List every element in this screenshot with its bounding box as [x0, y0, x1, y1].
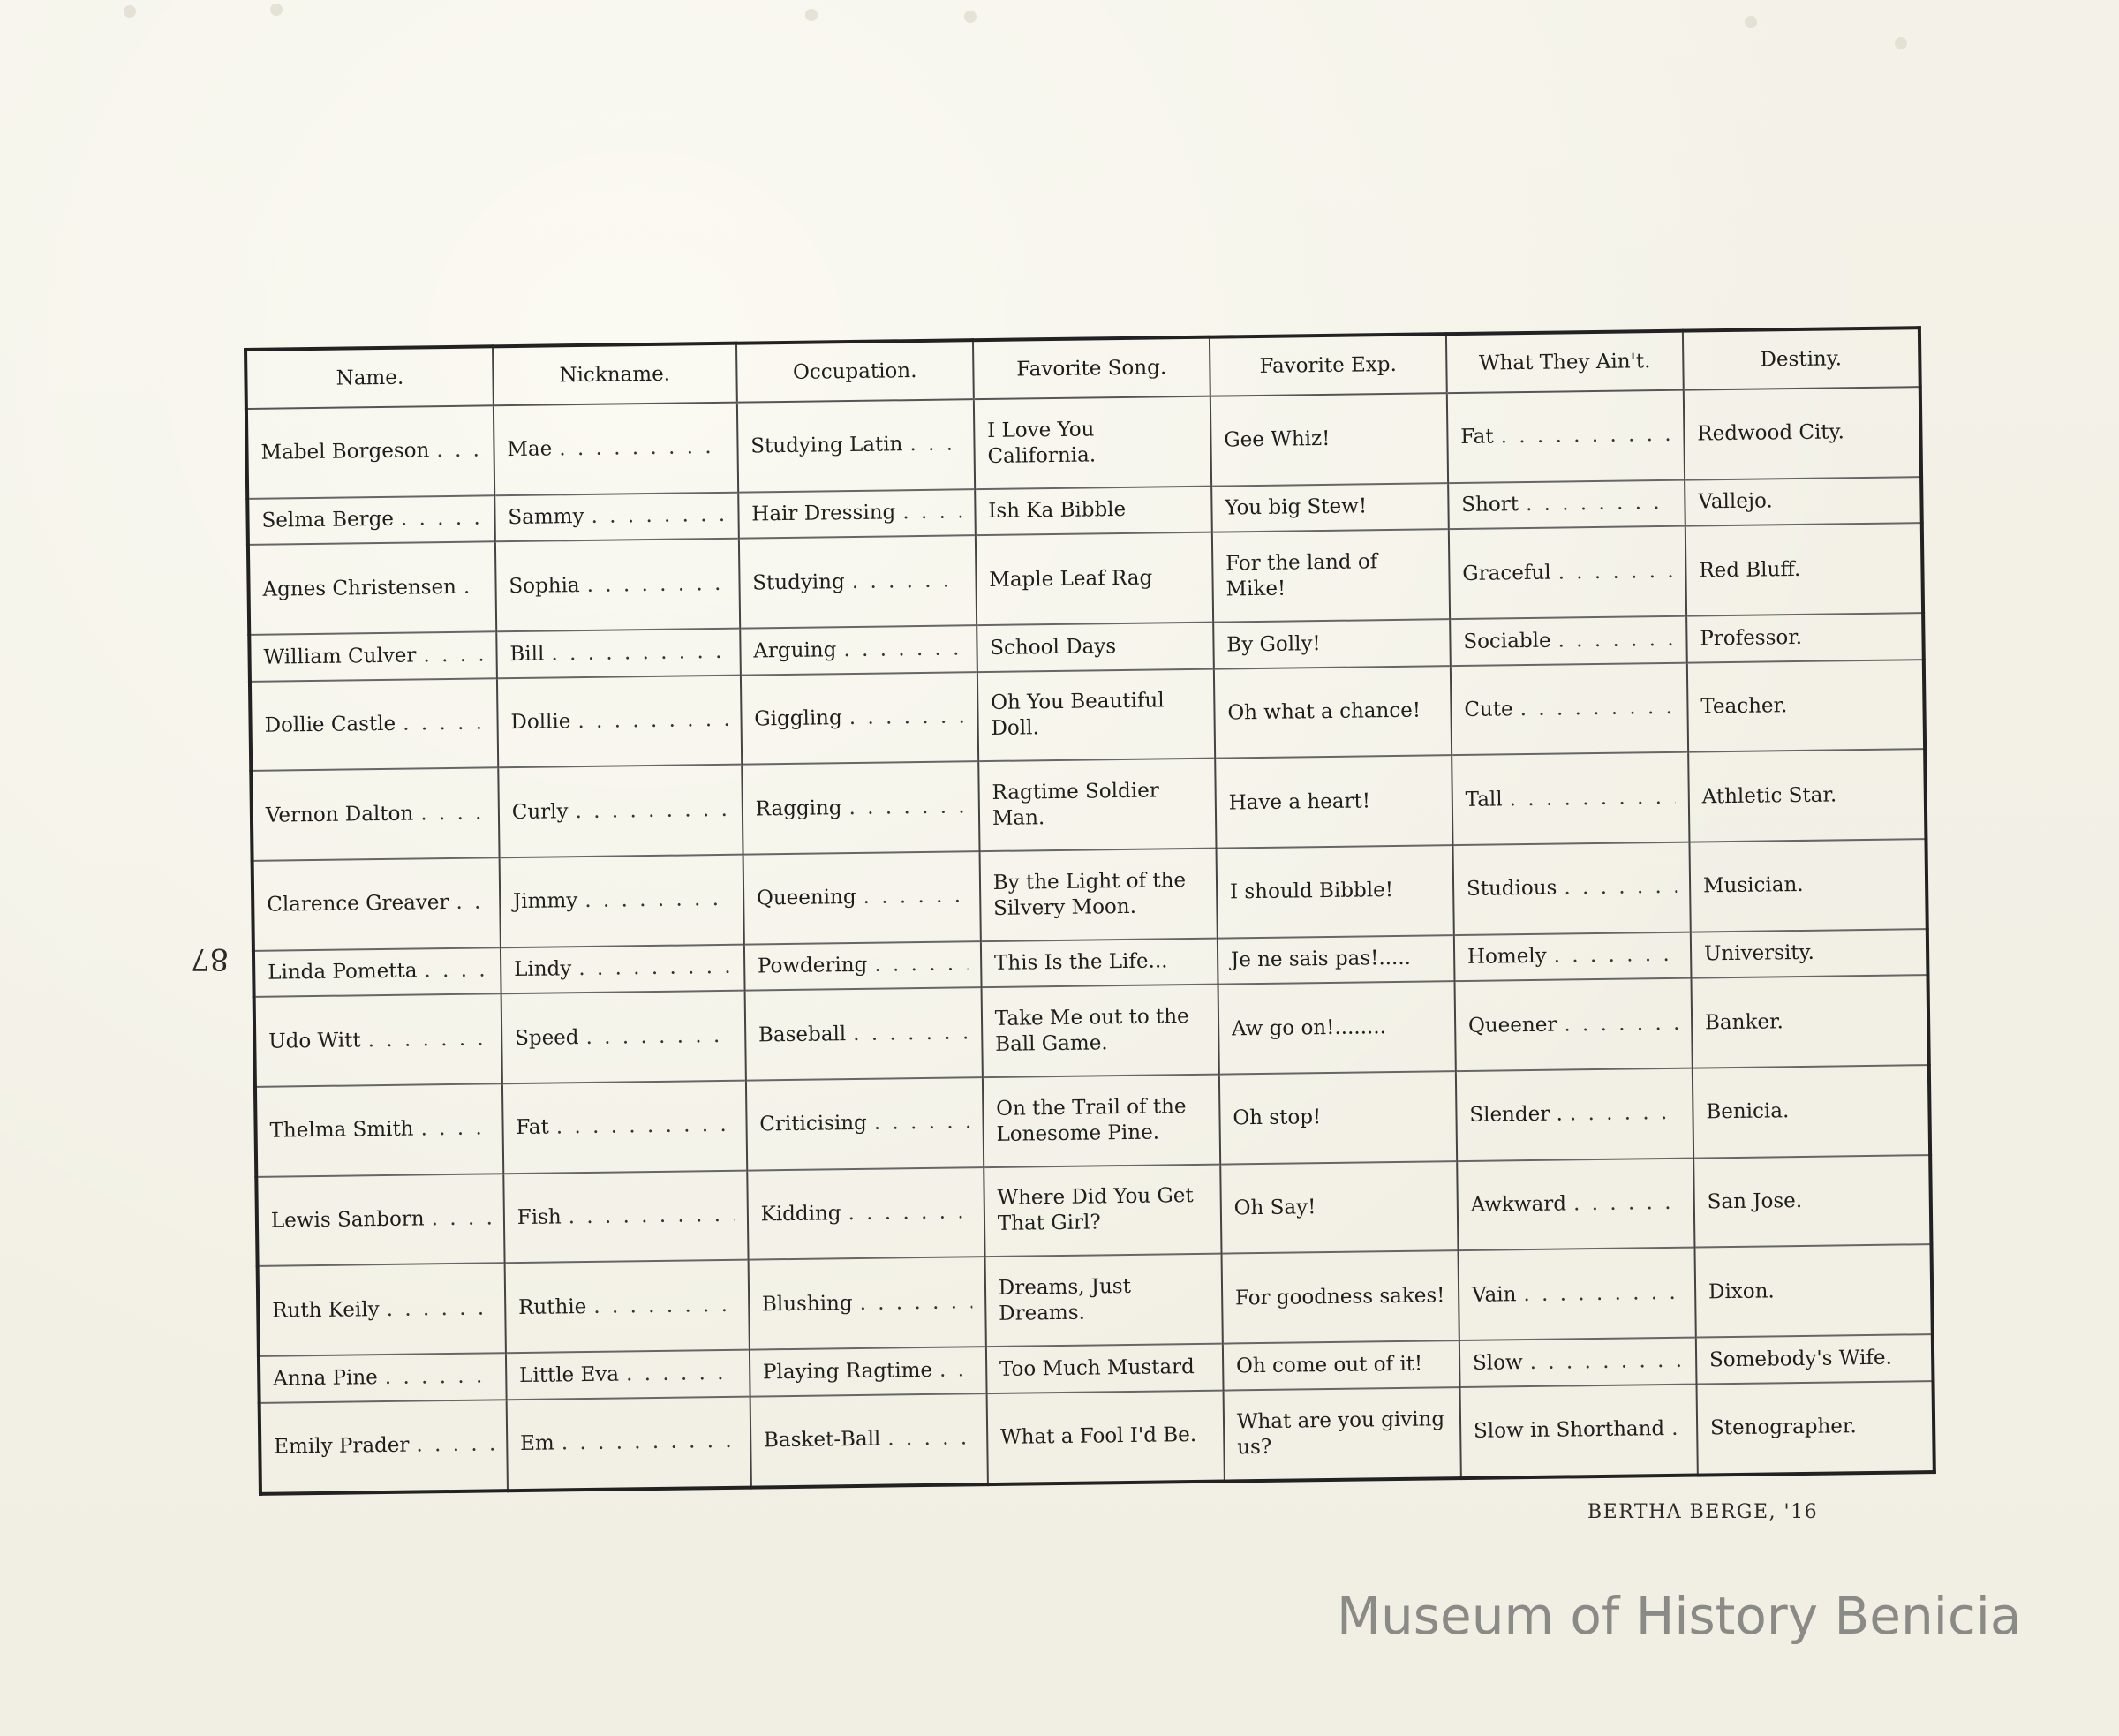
cell-what-they-aint	[1449, 526, 1686, 619]
cell-nickname	[497, 675, 742, 767]
cell-nickname	[494, 492, 739, 541]
dot-leader	[909, 432, 961, 458]
cell-favorite-exp	[1219, 1071, 1457, 1164]
punch-hole-mark	[805, 9, 818, 21]
dot-leader	[874, 1110, 970, 1136]
cell-text: Short	[1461, 493, 1519, 517]
cell-what-they-aint	[1456, 1068, 1693, 1160]
cell-name	[253, 857, 501, 950]
cell-nickname	[506, 1396, 750, 1491]
cell-text: Clarence Greaver	[267, 891, 449, 917]
cell-text: Fish	[517, 1205, 562, 1229]
punch-hole-mark	[270, 4, 283, 16]
cell-favorite-exp	[1215, 755, 1452, 848]
cell-text: Sammy	[508, 505, 584, 530]
dot-leader	[626, 1361, 736, 1388]
cell-text: Oh Say!	[1233, 1196, 1316, 1220]
author-credit: BERTHA BERGE, '16	[1587, 1501, 1819, 1523]
cell-destiny	[1696, 1381, 1934, 1476]
cell-favorite-song	[977, 668, 1215, 761]
cell-name	[259, 1353, 507, 1402]
cell-occupation	[750, 1347, 987, 1396]
dot-leader	[887, 1426, 974, 1453]
cell-destiny	[1696, 1334, 1934, 1384]
dot-leader	[551, 639, 727, 668]
page-number: 87	[191, 941, 230, 977]
cell-text: Oh stop!	[1233, 1106, 1322, 1130]
dot-leader	[569, 1203, 735, 1230]
punch-hole-mark	[1745, 16, 1757, 28]
dot-leader	[431, 1205, 491, 1232]
cell-text: Somebody's Wife.	[1708, 1346, 1892, 1372]
punch-hole-mark	[1895, 37, 1907, 49]
dot-leader	[1519, 695, 1674, 722]
cell-text: Gee Whiz!	[1224, 427, 1331, 452]
punch-hole-mark	[964, 11, 977, 23]
cell-name	[255, 1083, 503, 1176]
cell-favorite-song	[984, 1254, 1222, 1347]
dot-leader	[575, 796, 729, 824]
cell-favorite-exp	[1210, 393, 1448, 486]
cell-favorite-song	[981, 985, 1218, 1077]
cell-text: Agnes Christensen	[262, 575, 457, 601]
cell-text: Jimmy	[512, 889, 578, 914]
cell-text: For the land of Mike!	[1225, 550, 1378, 601]
cell-text: Anna Pine	[273, 1365, 378, 1391]
cell-name	[254, 993, 502, 1086]
dot-leader	[403, 710, 485, 736]
dot-leader	[464, 574, 483, 600]
cell-text: Je ne sais pas!.....	[1230, 947, 1412, 972]
cell-text: Graceful	[1462, 561, 1551, 585]
cell-destiny	[1691, 975, 1928, 1068]
cell-text: Slender .	[1469, 1102, 1564, 1128]
cell-occupation	[744, 987, 982, 1080]
cell-text: Powdering	[757, 954, 868, 978]
cell-text: Oh what a chance!	[1227, 698, 1421, 725]
cell-text: Slow in Shorthand	[1473, 1417, 1665, 1444]
cell-text: University.	[1703, 941, 1815, 966]
cell-favorite-song	[974, 396, 1211, 489]
dot-leader	[556, 1113, 734, 1141]
cell-what-they-aint	[1451, 662, 1688, 755]
cell-what-they-aint	[1452, 842, 1690, 935]
dot-leader	[591, 502, 725, 530]
dot-leader	[843, 636, 963, 663]
cell-text: Homely	[1467, 945, 1547, 970]
dot-leader	[874, 952, 968, 978]
cell-text: Vain	[1471, 1282, 1517, 1307]
cell-text: Selma Berge	[261, 508, 395, 533]
cell-text: Dreams, Just Dreams.	[998, 1275, 1132, 1326]
cell-destiny	[1694, 1244, 1932, 1337]
cell-text: Sophia	[509, 573, 580, 598]
cell-text: Kidding	[760, 1202, 841, 1227]
cell-text: Vernon Dalton	[265, 802, 414, 827]
cell-name	[258, 1263, 506, 1355]
yearbook-table-frame	[244, 326, 1936, 1496]
cell-text: Fat	[516, 1115, 549, 1140]
cell-nickname	[501, 944, 745, 993]
cell-text: I should Bibble!	[1229, 879, 1394, 904]
cell-text: Dixon.	[1708, 1279, 1775, 1303]
dot-leader	[367, 1026, 488, 1053]
cell-name	[247, 495, 495, 545]
cell-text: Dollie	[510, 710, 571, 734]
cell-text: Little Eva	[518, 1362, 620, 1387]
cell-text: Blushing	[761, 1291, 853, 1317]
cell-text: Hair Dressing	[751, 501, 896, 526]
cell-text: Mabel Borgeson	[260, 439, 430, 465]
cell-text: Vallejo.	[1698, 489, 1773, 514]
column-header-occupation: Occupation.	[736, 340, 974, 403]
cell-name	[246, 405, 494, 498]
cell-text: Queener	[1467, 1013, 1557, 1038]
cell-favorite-exp	[1213, 619, 1451, 668]
cell-what-they-aint	[1457, 1158, 1694, 1250]
cell-occupation	[744, 941, 982, 991]
dot-leader	[559, 434, 724, 462]
column-header-nickname: Nickname.	[493, 343, 737, 406]
dot-leader	[849, 704, 965, 731]
cell-occupation	[741, 672, 978, 765]
dot-leader	[420, 800, 486, 826]
cell-occupation	[747, 1167, 984, 1260]
cell-destiny	[1688, 749, 1926, 842]
dot-leader	[939, 1357, 973, 1383]
cell-occupation	[739, 535, 977, 628]
cell-occupation	[738, 489, 976, 539]
cell-favorite-song	[986, 1390, 1224, 1484]
dot-leader	[416, 1432, 494, 1459]
cell-favorite-song	[983, 1074, 1220, 1166]
cell-favorite-exp	[1218, 981, 1455, 1074]
cell-text: Queening	[756, 886, 856, 910]
cell-text: Benicia.	[1706, 1099, 1790, 1124]
dot-leader	[848, 1199, 971, 1227]
cell-text: San Jose.	[1707, 1189, 1803, 1214]
cell-text: Bill	[509, 642, 545, 666]
dot-leader	[424, 958, 487, 985]
cell-favorite-song	[981, 938, 1218, 987]
dot-leader	[1573, 1190, 1681, 1218]
cell-text: Take Me out to the Ball Game.	[994, 1005, 1189, 1056]
dot-leader	[859, 1289, 972, 1317]
dot-leader	[863, 884, 967, 911]
cell-favorite-exp	[1211, 483, 1449, 532]
museum-watermark: Museum of History Benicia	[1337, 1586, 2022, 1646]
dot-leader	[593, 1292, 735, 1319]
dot-leader	[1564, 874, 1677, 902]
table-body	[246, 387, 1934, 1494]
dot-leader	[853, 1020, 969, 1047]
cell-text: Arguing	[753, 638, 837, 663]
cell-name	[249, 631, 497, 681]
cell-name	[250, 678, 498, 771]
cell-text: Tall	[1465, 787, 1503, 811]
cell-occupation	[746, 1077, 984, 1170]
cell-text: Ish Ka Bibble	[988, 498, 1127, 524]
cell-text: Redwood City.	[1697, 420, 1844, 446]
cell-text: Awkward	[1470, 1192, 1567, 1217]
dot-leader	[423, 642, 483, 668]
cell-text: For goodness sakes!	[1234, 1283, 1445, 1310]
dot-leader	[1530, 1347, 1684, 1375]
cell-what-they-aint	[1454, 932, 1692, 981]
cell-occupation	[740, 625, 977, 675]
cell-favorite-exp	[1214, 666, 1452, 759]
dot-leader	[420, 1116, 489, 1143]
cell-text: Emily Prader	[274, 1433, 410, 1459]
cell-text: Playing Ragtime	[762, 1358, 933, 1385]
cell-text: Slow	[1472, 1350, 1523, 1375]
dot-leader	[386, 1295, 492, 1323]
cell-destiny	[1685, 477, 1922, 526]
cell-text: Too Much Mustard	[999, 1355, 1195, 1381]
cell-nickname	[506, 1350, 750, 1400]
column-header-what-they-aint: What They Ain't.	[1446, 331, 1684, 394]
dot-leader	[401, 506, 482, 532]
dot-leader	[385, 1363, 494, 1391]
cell-occupation	[743, 851, 980, 944]
cell-favorite-song	[986, 1344, 1224, 1393]
column-header-name: Name.	[245, 346, 494, 409]
cell-text: Baseball	[758, 1022, 847, 1046]
cell-text: Ruth Keily	[272, 1297, 380, 1323]
dot-leader	[577, 707, 728, 735]
cell-text: Curly	[511, 799, 569, 824]
cell-what-they-aint	[1454, 978, 1692, 1071]
cell-text: Speed	[514, 1025, 579, 1050]
cell-text: Oh come out of it!	[1235, 1352, 1423, 1378]
cell-favorite-song	[979, 849, 1217, 941]
cell-what-they-aint	[1447, 390, 1685, 483]
cell-text: Studying Latin	[750, 433, 903, 458]
dot-leader	[1564, 1010, 1678, 1038]
dot-leader	[1557, 558, 1672, 585]
cell-destiny	[1689, 839, 1927, 932]
cell-text: What a Fool I'd Be.	[999, 1423, 1197, 1450]
cell-text: William Culver	[263, 644, 417, 669]
cell-favorite-exp	[1212, 529, 1450, 622]
cell-occupation	[742, 761, 979, 854]
dot-leader	[902, 500, 961, 526]
cell-favorite-exp	[1216, 845, 1453, 938]
cell-text: Aw go on!........	[1231, 1015, 1387, 1040]
dot-leader	[848, 794, 965, 821]
dot-leader	[584, 887, 730, 914]
cell-destiny	[1684, 387, 1921, 479]
cell-what-they-aint	[1458, 1248, 1695, 1340]
cell-text: Criticising	[759, 1112, 867, 1136]
cell-text: Studious	[1466, 876, 1557, 902]
cell-text: Ragging	[755, 796, 842, 821]
cell-text: Dollie Castle	[264, 712, 396, 737]
cell-what-they-aint	[1450, 616, 1687, 666]
cell-text: Have a heart!	[1228, 789, 1371, 814]
cell-text: School Days	[990, 634, 1117, 660]
cell-nickname	[501, 991, 745, 1083]
dot-leader	[586, 570, 726, 598]
cell-text: By the Light of the Silvery Moon.	[992, 868, 1187, 920]
dot-leader	[1557, 627, 1673, 654]
cell-text: Athletic Star.	[1701, 782, 1837, 808]
punch-hole-mark	[124, 5, 136, 18]
cell-what-they-aint	[1459, 1338, 1697, 1387]
column-header-favorite-exp: Favorite Exp.	[1210, 334, 1447, 396]
cell-name	[256, 1174, 504, 1266]
dot-leader	[562, 1429, 738, 1457]
cell-text: Ragtime Soldier Man.	[992, 779, 1159, 830]
cell-text: Stenographer.	[1709, 1415, 1857, 1440]
cell-text: On the Trail of the Lonesome Pine.	[995, 1094, 1187, 1146]
cell-destiny	[1693, 1065, 1930, 1158]
cell-nickname	[499, 855, 743, 947]
cell-text: Giggling	[754, 706, 842, 731]
cell-text: Lewis Sanborn	[270, 1207, 425, 1233]
dot-leader	[436, 438, 480, 464]
cell-favorite-exp	[1223, 1340, 1460, 1390]
dot-leader	[1526, 490, 1672, 517]
column-header-favorite-song: Favorite Song.	[973, 337, 1210, 400]
cell-text: Mae	[507, 437, 553, 462]
cell-destiny	[1686, 613, 1924, 662]
cell-favorite-exp	[1220, 1161, 1458, 1254]
cell-what-they-aint	[1448, 479, 1685, 529]
cell-text: Teacher.	[1700, 693, 1788, 719]
cell-text: I Love You California.	[986, 418, 1097, 468]
cell-nickname	[504, 1260, 749, 1353]
class-roster-table	[244, 326, 1936, 1496]
cell-what-they-aint	[1459, 1384, 1697, 1478]
cell-name	[251, 767, 499, 860]
dot-leader	[1554, 942, 1678, 970]
cell-favorite-exp	[1221, 1250, 1459, 1343]
cell-occupation	[737, 399, 975, 492]
cell-favorite-exp	[1218, 935, 1455, 985]
cell-favorite-song	[977, 623, 1214, 672]
cell-nickname	[503, 1170, 748, 1263]
cell-nickname	[496, 629, 741, 678]
dot-leader	[585, 1023, 732, 1050]
cell-text: Sociable	[1463, 629, 1551, 653]
cell-text: Ruthie	[517, 1294, 587, 1319]
cell-name	[260, 1400, 508, 1494]
cell-text: This Is the Life...	[993, 949, 1168, 976]
cell-text: Thelma Smith	[269, 1117, 414, 1143]
cell-nickname	[498, 765, 743, 857]
cell-destiny	[1687, 660, 1925, 752]
cell-destiny	[1693, 1155, 1931, 1248]
cell-text: Udo Witt	[268, 1028, 361, 1053]
dot-leader	[1671, 1416, 1684, 1442]
cell-nickname	[494, 403, 738, 495]
cell-text: Red Bluff.	[1699, 557, 1801, 583]
cell-favorite-song	[978, 759, 1216, 851]
cell-nickname	[495, 539, 740, 631]
cell-text: Studying	[752, 570, 845, 595]
cell-text: Fat	[1460, 425, 1494, 449]
dot-leader	[1523, 1279, 1682, 1307]
dot-leader	[1500, 422, 1670, 450]
cell-text: By Golly!	[1226, 631, 1321, 657]
cell-favorite-song	[976, 532, 1213, 625]
cell-occupation	[750, 1393, 987, 1488]
cell-what-they-aint	[1452, 752, 1689, 845]
cell-destiny	[1691, 929, 1928, 978]
cell-text: Linda Pometta	[268, 959, 418, 985]
cell-text: Professor.	[1700, 625, 1803, 651]
cell-occupation	[748, 1257, 985, 1349]
cell-favorite-song	[984, 1164, 1221, 1257]
cell-favorite-song	[975, 486, 1212, 535]
cell-favorite-exp	[1223, 1387, 1460, 1482]
dot-leader	[1570, 1100, 1680, 1128]
dot-leader	[852, 568, 963, 595]
cell-text: Oh You Beautiful Doll.	[990, 689, 1165, 741]
cell-text: Em	[519, 1431, 554, 1456]
cell-name	[248, 542, 496, 635]
cell-text: What are you giving us?	[1236, 1408, 1445, 1460]
cell-destiny	[1685, 523, 1923, 615]
cell-text: Where Did You Get That Girl?	[997, 1184, 1194, 1236]
cell-text: Maple Leaf Rag	[989, 566, 1153, 592]
dot-leader	[456, 890, 486, 916]
cell-text: Musician.	[1702, 873, 1804, 898]
cell-text: Basket-Ball	[763, 1427, 881, 1453]
dot-leader	[1509, 784, 1675, 811]
cell-nickname	[502, 1080, 747, 1173]
cell-text: Cute	[1464, 698, 1513, 721]
cell-text: Lindy	[513, 957, 572, 982]
cell-name	[253, 947, 501, 997]
cell-text: Banker.	[1704, 1009, 1783, 1034]
dot-leader	[578, 955, 731, 982]
column-header-destiny: Destiny.	[1683, 328, 1920, 390]
cell-text: You big Stew!	[1225, 494, 1368, 520]
